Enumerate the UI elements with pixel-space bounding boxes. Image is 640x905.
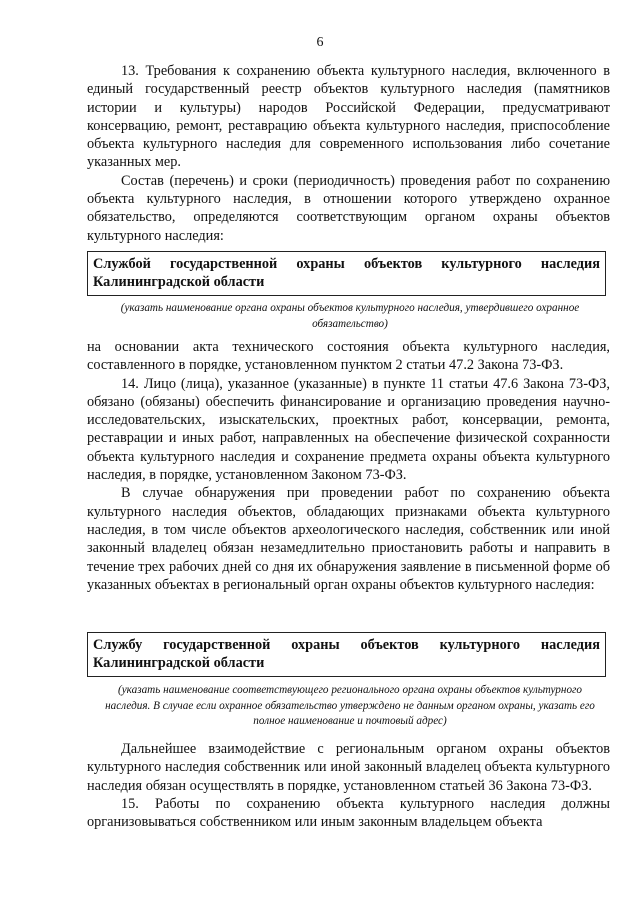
authority-box-approving: Службой государственной охраны объектов культурного наследия Калининградской области <box>87 251 606 296</box>
paragraph-13-basis: на основании акта технического состояния объекта культурного наследия, составленного в порядке, установленном пунктом 2 статьи 47.2 Закона 73-ФЗ. <box>87 339 610 374</box>
authority-hint-regional: (указать наименование соответствующего регионального органа охраны объектов культурного наследия. В случае если охранное обязательство утверждено не данным органом охраны, указать его полное наименование и почтовый адрес) <box>105 684 595 727</box>
page-number: 6 <box>316 35 324 50</box>
section-15 <box>87 740 610 831</box>
paragraph-15: 15. Работы по сохранению объекта культурного наследия должны организовываться собственником или иным законным владельцем объекта <box>87 795 610 831</box>
paragraph-13: 13. Требования к сохранению объекта культурного наследия, включенного в единый государственный реестр объектов культурного наследия (памятников истории и культуры) народов Российской Федерации, предусматривают консервацию, ремонт, реставрацию объекта культурного наследия, приспособление объекта культурного наследия для современного использования либо сочетание указанных мер. <box>87 63 610 171</box>
paragraph-14-discovery: В случае обнаружения при проведении работ по сохранению объекта культурного наследия объектов, обладающих признаками объекта культурного наследия, в том числе объектов археологического наследия, собственник или иной законный владелец обязан незамедлительно приостановить работы и направить в течение трех рабочих дней со дня их обнаружения заявление в письменной форме об указанных объектах в региональный орган охраны объектов культурного наследия: <box>87 485 610 593</box>
section-13 <box>87 62 610 245</box>
paragraph-14: 14. Лицо (лица), указанное (указанные) в пункте 11 статьи 47.6 Закона 73-ФЗ, обязано (обязаны) обеспечить финансирование и организацию проведения научно-исследовательских, изыскательских, проектных работ, консервации, ремонта, реставрации и иных работ, направленных на обеспечение физической сохранности объекта культурного наследия и сохранение предмета охраны объекта культурного наследия, в порядке, установленном Законом 73-ФЗ. <box>87 375 610 484</box>
authority-box-regional: Службу государственной охраны объектов культурного наследия Калининградской области <box>87 632 606 677</box>
paragraph-13-composition: Состав (перечень) и сроки (периодичность) проведения работ по сохранению объекта культурного наследия, в отношении которого утверждено охранное обязательство, определяются соответствующим органом охраны объектов культурного наследия: <box>87 172 610 244</box>
paragraph-14-interaction: Дальнейшее взаимодействие с региональным органом охраны объектов культурного наследия собственник или иной законный владелец объекта культурного наследия обязан осуществлять в порядке, установленном статьей 36 Закона 73-ФЗ. <box>87 741 610 794</box>
authority-hint-approving: (указать наименование органа охраны объектов культурного наследия, утвердившего охранное обязательство) <box>120 302 580 330</box>
section-14 <box>87 338 610 594</box>
